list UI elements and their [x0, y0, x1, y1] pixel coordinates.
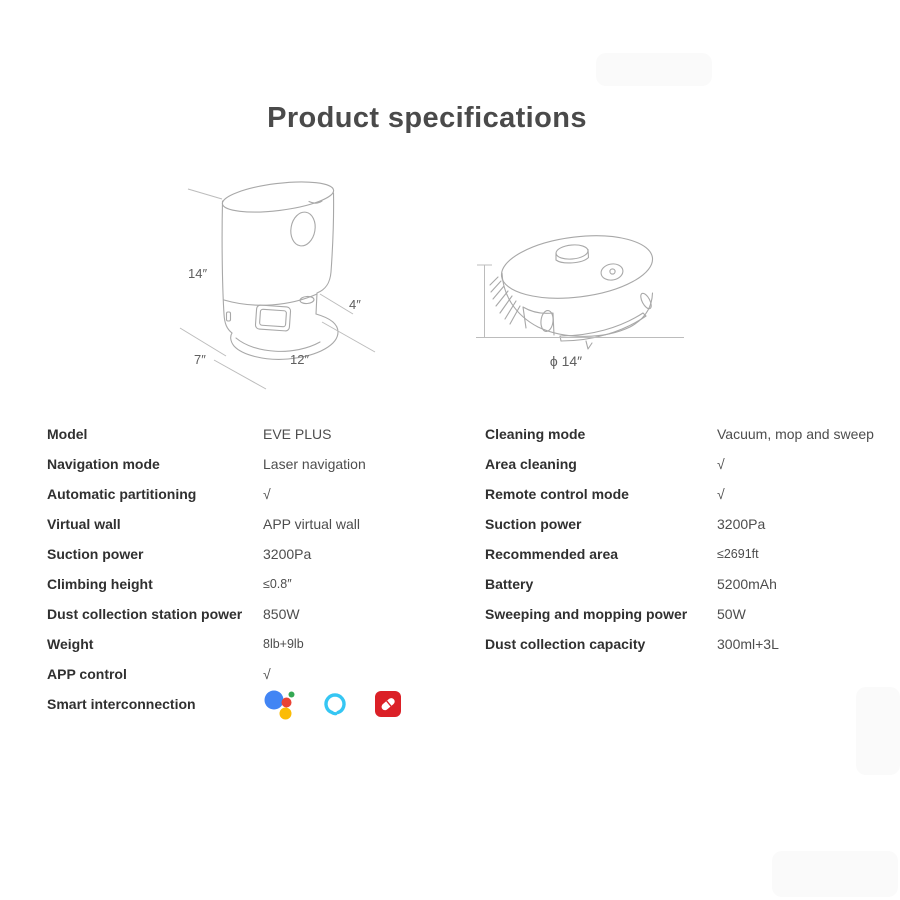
smart-home-app-icon: [375, 691, 401, 717]
station-dock-height-dimension: 4″: [349, 297, 361, 312]
robot-diagram: [470, 215, 690, 385]
spec-label: Cleaning mode: [485, 426, 586, 442]
spec-label: Recommended area: [485, 546, 619, 562]
spec-value: √: [263, 666, 271, 682]
spec-value: EVE PLUS: [263, 426, 332, 442]
spec-label: Remote control mode: [485, 486, 629, 502]
spec-row-cleaning-mode: [485, 419, 897, 449]
spec-row-area-cleaning: [485, 449, 897, 479]
spec-value: ≤2691ft: [717, 547, 759, 561]
spec-row-battery: [485, 569, 897, 599]
spec-value: Vacuum, mop and sweep: [717, 426, 874, 442]
spec-label: Smart interconnection: [47, 696, 196, 712]
spec-value: ≤0.8″: [263, 577, 292, 591]
amazon-alexa-icon: [323, 692, 347, 716]
spec-value: 300ml+3L: [717, 636, 779, 652]
spec-label: Weight: [47, 636, 94, 652]
spec-value: 5200mAh: [717, 576, 777, 592]
spec-row-smart-interconnection: [47, 689, 472, 719]
spec-label: Model: [47, 426, 88, 442]
spec-row-suction-power: [47, 539, 472, 569]
spec-column-left: [47, 419, 472, 719]
spec-value: √: [263, 486, 271, 502]
spec-value: 8lb+9lb: [263, 637, 304, 651]
spec-label: Automatic partitioning: [47, 486, 197, 502]
spec-label: Battery: [485, 576, 534, 592]
spec-row-app-control: [47, 659, 472, 689]
spec-row-virtual-wall: [47, 509, 472, 539]
spec-row-dust-collection-station-power: [47, 599, 472, 629]
spec-row-suction-power: [485, 509, 897, 539]
spec-row-navigation-mode: [47, 449, 472, 479]
spec-value: 850W: [263, 606, 300, 622]
spec-label: Sweeping and mopping power: [485, 606, 688, 622]
spec-label: Suction power: [47, 546, 144, 562]
page-title: Product specifications: [267, 102, 587, 134]
spec-value: 3200Pa: [263, 546, 312, 562]
spec-row-dust-collection-capacity: [485, 629, 897, 659]
spec-label: APP control: [47, 666, 127, 682]
station-depth-dimension: 7″: [194, 352, 206, 367]
spec-row-weight: [47, 629, 472, 659]
station-height-dimension: 14″: [188, 266, 208, 281]
spec-value: 3200Pa: [717, 516, 766, 532]
station-width-dimension: 12″: [290, 352, 310, 367]
spec-label: Suction power: [485, 516, 582, 532]
spec-value: √: [717, 486, 725, 502]
background-smudge: [856, 687, 900, 775]
spec-row-model: [47, 419, 472, 449]
spec-value: 50W: [717, 606, 746, 622]
spec-row-automatic-partitioning: [47, 479, 472, 509]
spec-column-right: [485, 419, 897, 659]
background-smudge: [596, 53, 712, 86]
spec-label: Virtual wall: [47, 516, 121, 532]
spec-row-climbing-height: [47, 569, 472, 599]
spec-label: Climbing height: [47, 576, 153, 592]
station-diagram: [170, 166, 470, 391]
spec-row-recommended-area: [485, 539, 897, 569]
spec-label: Dust collection station power: [47, 606, 243, 622]
spec-label: Area cleaning: [485, 456, 577, 472]
spec-value: APP virtual wall: [263, 516, 361, 532]
spec-value: Laser navigation: [263, 456, 366, 472]
spec-value: √: [717, 456, 725, 472]
spec-label: Dust collection capacity: [485, 636, 646, 652]
background-smudge: [772, 851, 898, 897]
robot-diameter-dimension: ϕ 14″: [549, 353, 583, 369]
spec-row-remote-control-mode: [485, 479, 897, 509]
spec-label: Navigation mode: [47, 456, 160, 472]
google-assistant-icon: [263, 688, 295, 720]
smart-interconnection-icons: [263, 688, 401, 720]
spec-row-sweeping-and-mopping-power: [485, 599, 897, 629]
